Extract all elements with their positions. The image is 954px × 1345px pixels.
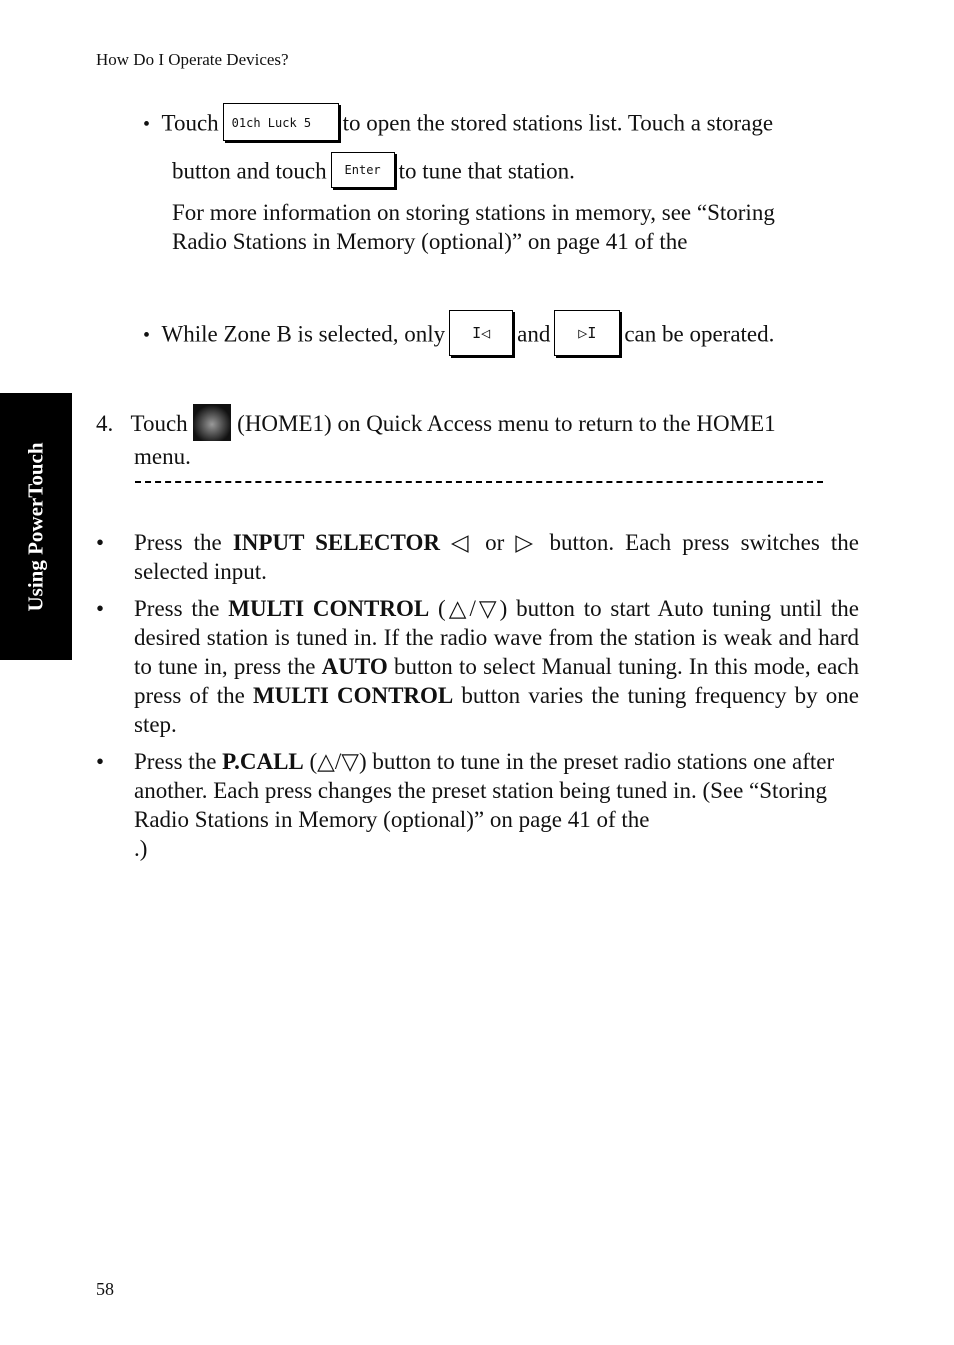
note-line-1: For more information on storing stations in memory, see “Storing [172,200,775,225]
preset-station-button[interactable]: 01ch Luck 5 [223,103,339,141]
previous-button[interactable]: I◁ [449,310,513,356]
home1-icon[interactable] [193,404,231,441]
bullet-1-line-2: button and touch Enter to tune that station. [172,155,575,191]
running-header: How Do I Operate Devices? [96,50,289,69]
bullet-icon: • [96,530,105,555]
step-4-line-2: menu. [134,444,191,469]
list-item: • Press the P.CALL (△/▽) button to tune in the preset radio stations one after another. Each press changes the preset station being tuned in. (See “Storing Radio Stations in Memory (optional)” on page 41 of the .) [96,749,857,861]
dashed-divider [135,481,823,483]
bullet-1-line-1: • Touch 01ch Luck 5 to open the stored stations list. Touch a storage [143,106,773,144]
note-line-2: Radio Stations in Memory (optional)” on page 41 of the [172,229,688,254]
bullet-2: • While Zone B is selected, only I◁ and ▷I can be operated. [143,313,774,359]
enter-button[interactable]: Enter [331,152,395,188]
list-item: • Press the INPUT SELECTOR ◁ or ▷ button. Each press switches the selected input. [96,530,859,584]
step-4-line-1: 4. Touch (HOME1) on Quick Access menu to return to the HOME1 [96,407,776,444]
list-item: • Press the MULTI CONTROL (△/▽) button to start Auto tuning until the desired station is tuned in. If the radio wave from the station is weak and hard to tune in, press the AUTO button to select Manual tuning. In this mode, each press of the MULTI CONTROL button varies the tuning frequency by one step. [96,596,859,737]
side-tab-label: Using PowerTouch [23,442,48,611]
bullet-icon: • [143,113,151,136]
next-button[interactable]: ▷I [554,310,620,356]
page-number: 58 [96,1279,114,1299]
bullet-icon: • [143,324,151,347]
bullet-icon: • [96,596,105,621]
bullet-icon: • [96,749,105,774]
side-tab [0,393,72,660]
